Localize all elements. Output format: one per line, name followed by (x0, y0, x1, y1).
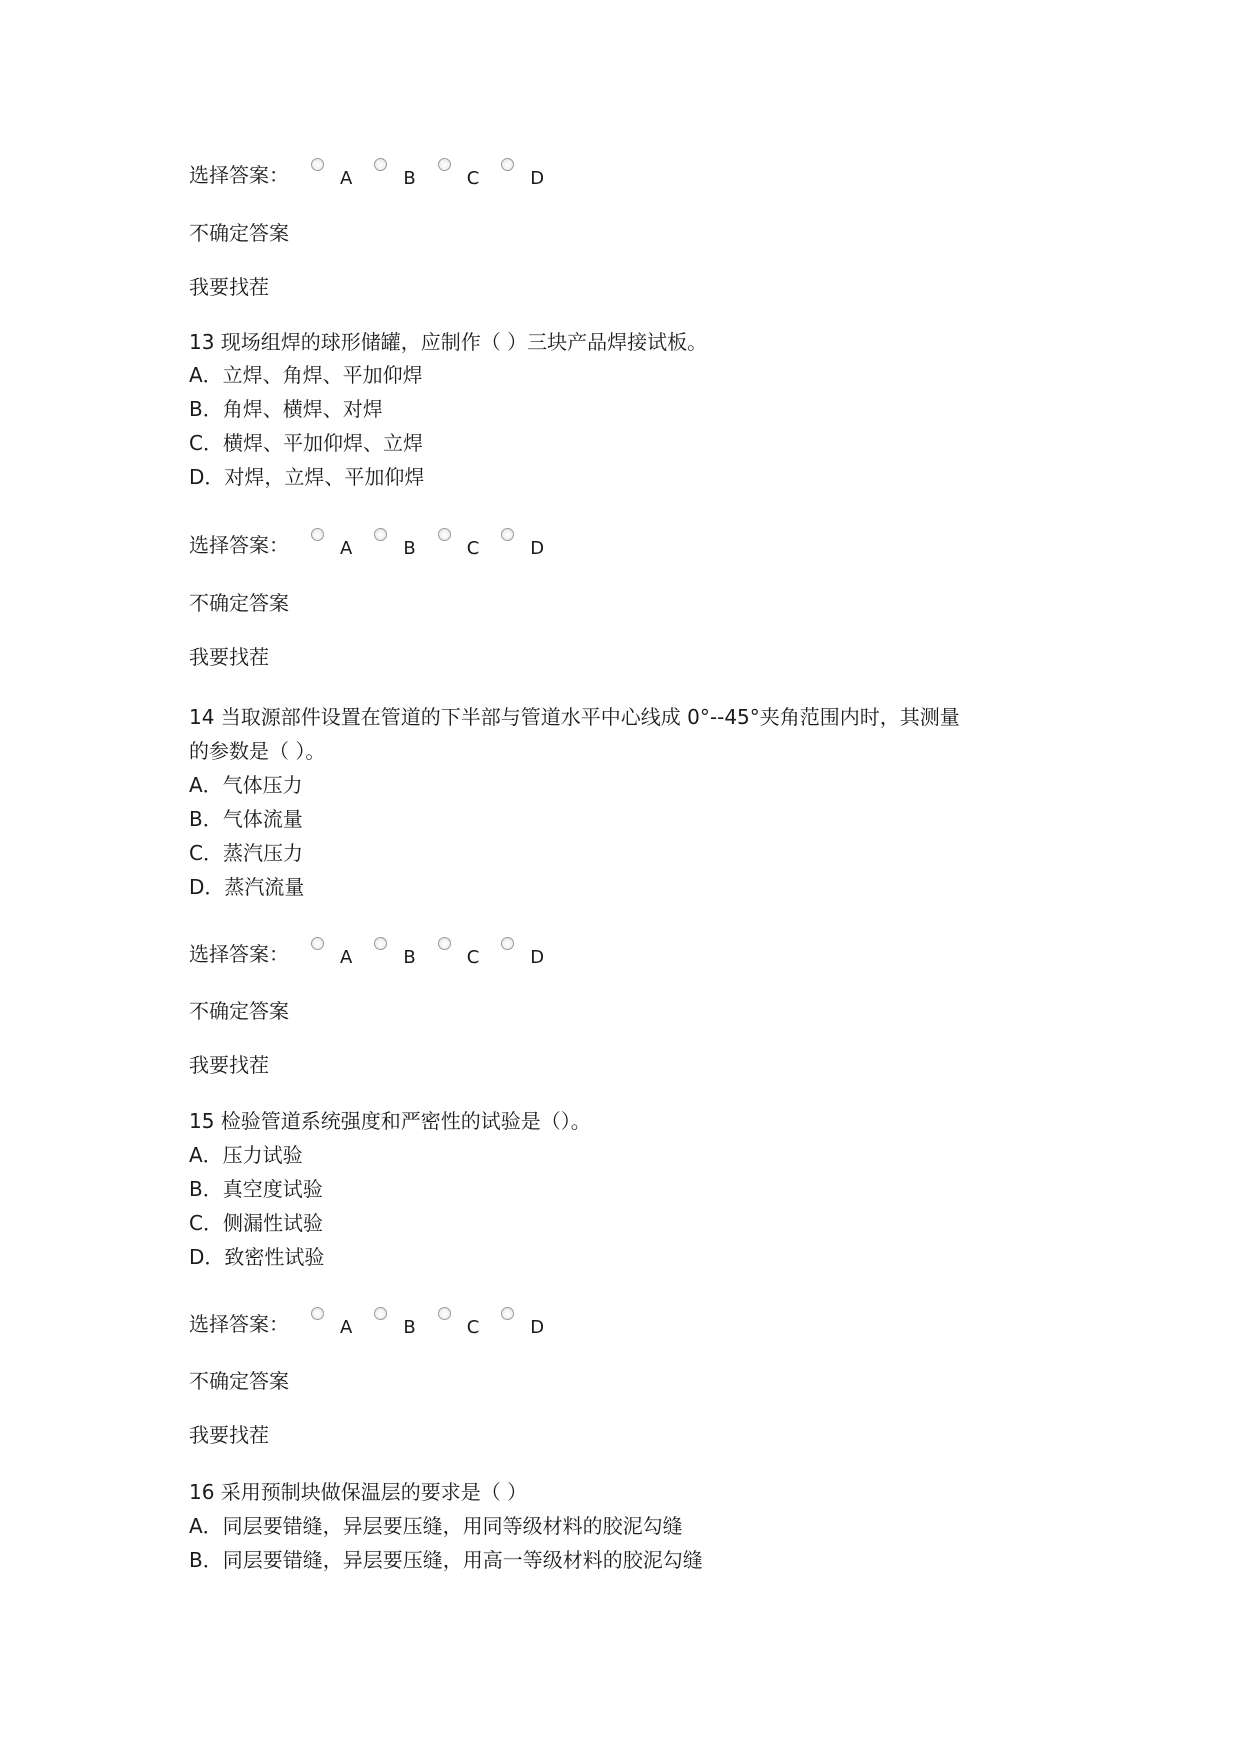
option-a[interactable]: A (311, 941, 352, 971)
question-option: B．角焊、横焊、对焊 (189, 397, 383, 421)
radio-icon[interactable] (438, 1307, 451, 1320)
option-d[interactable]: D (501, 941, 544, 971)
question-option: C．侧漏性试验 (189, 1211, 323, 1235)
option-d[interactable]: D (501, 1311, 544, 1341)
radio-icon[interactable] (438, 158, 451, 171)
answer-row (189, 941, 544, 971)
radio-icon[interactable] (374, 1307, 387, 1320)
option-a[interactable]: A (311, 532, 352, 562)
option-b[interactable]: B (374, 162, 415, 192)
answer-label: 选择答案： (189, 163, 289, 187)
option-d[interactable]: D (501, 162, 544, 192)
answer-label: 选择答案： (189, 942, 289, 966)
question-option: D．对焊，立焊、平加仰焊 (189, 465, 425, 489)
answer-row (189, 532, 544, 562)
option-c[interactable]: C (438, 941, 480, 971)
answer-label: 选择答案： (189, 1312, 289, 1336)
option-a[interactable]: A (311, 162, 352, 192)
radio-icon[interactable] (311, 1307, 324, 1320)
option-b[interactable]: B (374, 1311, 415, 1341)
question-stem: 的参数是（ ）。 (189, 739, 326, 763)
option-a[interactable]: A (311, 1311, 352, 1341)
radio-icon[interactable] (374, 528, 387, 541)
question-option: A．压力试验 (189, 1143, 303, 1167)
radio-icon[interactable] (501, 937, 514, 950)
radio-icon[interactable] (438, 528, 451, 541)
radio-icon[interactable] (311, 528, 324, 541)
radio-icon[interactable] (501, 528, 514, 541)
option-c[interactable]: C (438, 532, 480, 562)
option-b[interactable]: B (374, 532, 415, 562)
unsure-answer-link[interactable]: 不确定答案 (189, 1369, 289, 1393)
question-option: A．同层要错缝，异层要压缝，用同等级材料的胶泥勾缝 (189, 1514, 683, 1538)
option-b[interactable]: B (374, 941, 415, 971)
radio-icon[interactable] (501, 158, 514, 171)
radio-icon[interactable] (311, 937, 324, 950)
find-fault-link[interactable]: 我要找茬 (189, 645, 269, 669)
question-option: D．致密性试验 (189, 1245, 325, 1269)
question-option: B．真空度试验 (189, 1177, 323, 1201)
option-c[interactable]: C (438, 1311, 480, 1341)
option-c[interactable]: C (438, 162, 480, 192)
find-fault-link[interactable]: 我要找茬 (189, 275, 269, 299)
radio-icon[interactable] (374, 937, 387, 950)
radio-icon[interactable] (501, 1307, 514, 1320)
radio-icon[interactable] (311, 158, 324, 171)
find-fault-link[interactable]: 我要找茬 (189, 1053, 269, 1077)
option-d[interactable]: D (501, 532, 544, 562)
unsure-answer-link[interactable]: 不确定答案 (189, 591, 289, 615)
answer-row (189, 1311, 544, 1341)
question-stem: 14 当取源部件设置在管道的下半部与管道水平中心线成 0°--45°夹角范围内时，其测量 (189, 705, 960, 729)
unsure-answer-link[interactable]: 不确定答案 (189, 999, 289, 1023)
radio-icon[interactable] (438, 937, 451, 950)
question-stem: 16 采用预制块做保温层的要求是（ ） (189, 1480, 528, 1504)
answer-row (189, 162, 544, 192)
question-option: C．蒸汽压力 (189, 841, 303, 865)
find-fault-link[interactable]: 我要找茬 (189, 1423, 269, 1447)
answer-label: 选择答案： (189, 533, 289, 557)
unsure-answer-link[interactable]: 不确定答案 (189, 221, 289, 245)
question-option: B．气体流量 (189, 807, 303, 831)
question-option: B．同层要错缝，异层要压缝，用高一等级材料的胶泥勾缝 (189, 1548, 703, 1572)
question-stem: 13 现场组焊的球形储罐，应制作（ ）三块产品焊接试板。 (189, 330, 708, 354)
question-option: A．气体压力 (189, 773, 303, 797)
radio-icon[interactable] (374, 158, 387, 171)
question-option: D．蒸汽流量 (189, 875, 305, 899)
question-option: A．立焊、角焊、平加仰焊 (189, 363, 423, 387)
question-stem: 15 检验管道系统强度和严密性的试验是（）。 (189, 1109, 591, 1133)
question-option: C．横焊、平加仰焊、立焊 (189, 431, 423, 455)
